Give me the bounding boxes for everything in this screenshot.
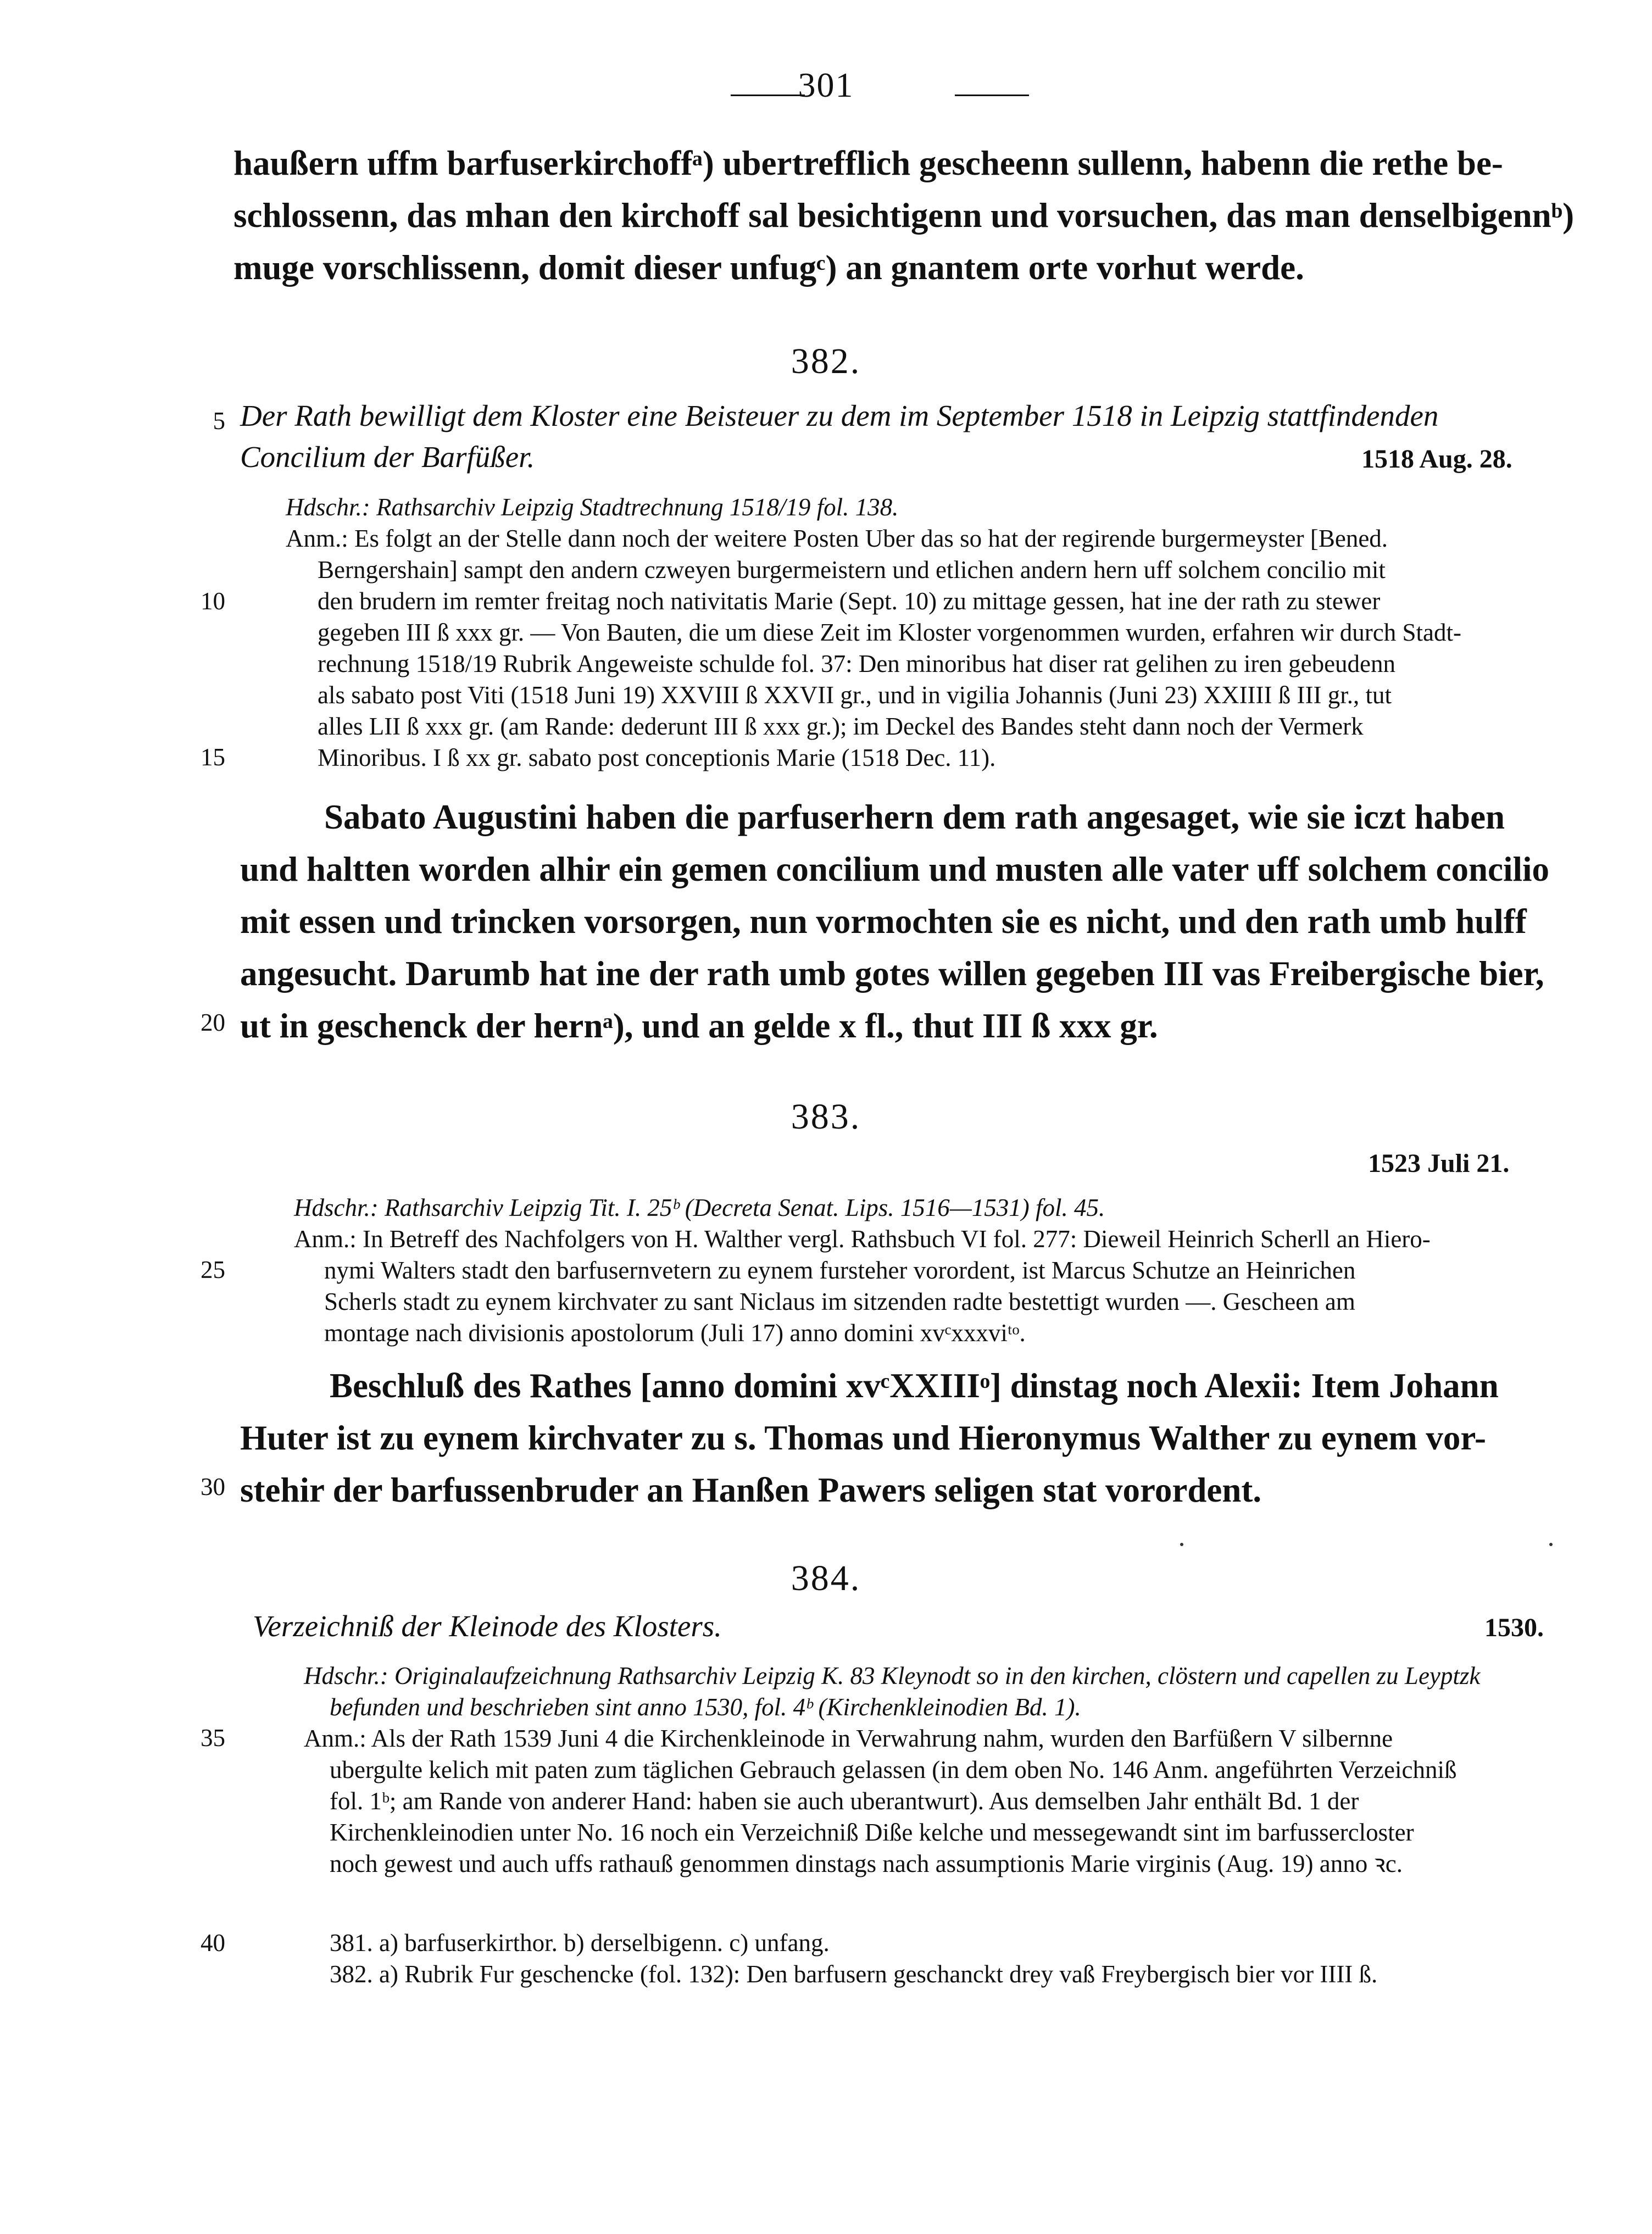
ink-speck (1549, 1543, 1553, 1546)
line-number-10: 10 (201, 587, 225, 615)
footnote-line: 381. a) barfuserkirthor. b) derselbigenn. c) unfang. (330, 1929, 830, 1957)
doc-382-note-line: alles LII ß xxx gr. (am Rande: dederunt III ß xxx gr.); im Deckel des Bandes steht dann noch der Vermerk (318, 713, 1364, 740)
doc-383-note-line: Scherls stadt zu eynem kirchvater zu sant Niclaus im sitzenden radte bestettigt wurden —. Gescheen am (324, 1288, 1355, 1315)
doc-382-note-line: Anm.: Es folgt an der Stelle dann noch der weitere Posten Uber das so hat der regirende burgermeyster [Bened. (286, 525, 1388, 552)
doc-383-number: 383. (791, 1097, 861, 1137)
doc-383-note-line: nymi Walters stadt den barfusernvetern zu eynem fursteher vorordent, ist Marcus Schutze an Heinrichen (324, 1257, 1356, 1284)
line-number-20: 20 (201, 1009, 225, 1036)
doc-382-note-line: den brudern im remter freitag noch nativitatis Marie (Sept. 10) zu mittage gessen, hat ine der rath zu stewer (318, 587, 1381, 615)
doc-383-note-line: montage nach divisionis apostolorum (Juli 17) anno domini xvᶜxxxviᵗᵒ. (324, 1319, 1026, 1347)
doc-383-text-line: Huter ist zu eynem kirchvater zu s. Thomas und Hieronymus Walther zu eynem vor- (240, 1419, 1487, 1457)
line-number-15: 15 (201, 743, 225, 771)
footnote-line: 382. a) Rubrik Fur geschencke (fol. 132): Den barfusern geschanckt drey vaß Freybergisch bier vor IIII ß. (330, 1960, 1378, 1988)
line-number-25: 25 (201, 1256, 225, 1283)
header-rule-right (955, 95, 1029, 96)
doc-383-text-line: Beschluß des Rathes [anno domini xvᶜXXIIIᵒ] dinstag noch Alexii: Item Johann (330, 1366, 1499, 1405)
doc-384-note-line: fol. 1ᵇ; am Rande von anderer Hand: haben sie auch uberantwurt). Aus demselben Jahr enthält Bd. 1 der (330, 1787, 1359, 1815)
doc-384-note-line: Anm.: Als der Rath 1539 Juni 4 die Kirchenkleinode in Verwahrung nahm, wurden den Barfüßern V silbernne (304, 1725, 1393, 1752)
doc-384-note-line: noch gewest und auch uffs rathauß genommen dinstags nach assumptionis Marie virginis (Aug. 19) anno ꝛc. (330, 1850, 1403, 1877)
intro-line: haußern uffm barfuserkirchoffᵃ) ubertrefflich gescheenn sullenn, habenn die rethe be- (233, 144, 1503, 182)
doc-382-text-line: mit essen und trincken vorsorgen, nun vormochten sie es nicht, und den rath umb hulff (240, 902, 1527, 941)
page-number: 301 (798, 65, 854, 104)
intro-line: schlossenn, das mhan den kirchoff sal besichtigenn und vorsuchen, das man denselbigennᵇ) (233, 196, 1575, 235)
doc-382-number: 382. (791, 341, 861, 381)
intro-line: muge vorschlissenn, domit dieser unfugᶜ) an gnantem orte vorhut werde. (233, 248, 1304, 287)
line-number-35: 35 (201, 1724, 225, 1752)
doc-384-summary: Verzeichniß der Kleinode des Klosters. (253, 1609, 722, 1643)
doc-383-note-line: Anm.: In Betreff des Nachfolgers von H. Walther vergl. Rathsbuch VI fol. 277: Dieweil Heinrich Scherll an Hiero- (294, 1225, 1431, 1253)
doc-382-text-line: und haltten worden alhir ein gemen concilium und musten alle vater uff solchem concilio (240, 850, 1549, 888)
doc-383-note-line: Hdschr.: Rathsarchiv Leipzig Tit. I. 25ᵇ (Decreta Senat. Lips. 1516—1531) fol. 45. (294, 1194, 1105, 1221)
doc-382-note-line: Berngershain] sampt den andern czweyen burgermeistern und etlichen andern hern uff solchem concilio mit (318, 556, 1386, 583)
doc-382-text-line: ut in geschenck der hernᵃ), und an gelde x fl., thut III ß xxx gr. (240, 1007, 1158, 1045)
doc-384-note-line: Hdschr.: Originalaufzeichnung Rathsarchiv Leipzig K. 83 Kleynodt so in den kirchen, clöstern und capellen zu Leyptzk (304, 1662, 1481, 1690)
doc-382-text-line: angesucht. Darumb hat ine der rath umb gotes willen gegeben III vas Freibergische bier, (240, 954, 1544, 993)
doc-384-number: 384. (791, 1558, 861, 1598)
doc-382-text-line: Sabato Augustini haben die parfuserhern dem rath angesaget, wie sie iczt haben (324, 798, 1505, 836)
doc-382-summary-line: Concilium der Barfüßer. (240, 440, 535, 474)
doc-382-date: 1518 Aug. 28. (1361, 444, 1512, 474)
doc-383-text-line: stehir der barfussenbruder an Hanßen Pawers seligen stat vorordent. (240, 1471, 1262, 1509)
doc-382-summary-line: Der Rath bewilligt dem Kloster eine Beisteuer zu dem im September 1518 in Leipzig stattfindenden (240, 399, 1439, 432)
doc-382-note-line: gegeben III ß xxx gr. — Von Bauten, die um diese Zeit im Kloster vorgenommen wurden, erfahren wir durch Stadt- (318, 619, 1461, 646)
line-number-40: 40 (201, 1929, 225, 1957)
doc-384-note-line: befunden und beschrieben sint anno 1530, fol. 4ᵇ (Kirchenkleinodien Bd. 1). (330, 1693, 1081, 1721)
doc-382-note-line: Minoribus. I ß xx gr. sabato post conceptionis Marie (1518 Dec. 11). (318, 744, 996, 771)
doc-382-note-line: als sabato post Viti (1518 Juni 19) XXVIII ß XXVII gr., und in vigilia Johannis (Juni 23) XXIIII ß III gr., tut (318, 681, 1392, 709)
line-number-5: 5 (213, 407, 225, 435)
doc-384-note-line: ubergulte kelich mit paten zum täglichen Gebrauch gelassen (in dem oben No. 146 Anm. angeführten Verzeichniß (330, 1756, 1457, 1783)
doc-382-note-line: Hdschr.: Rathsarchiv Leipzig Stadtrechnung 1518/19 fol. 138. (286, 493, 899, 521)
doc-384-date: 1530. (1484, 1613, 1544, 1642)
doc-384-note-line: Kirchenkleinodien unter No. 16 noch ein Verzeichniß Diße kelche und messegewandt sint im barfussercloster (330, 1819, 1414, 1846)
line-number-30: 30 (201, 1473, 225, 1501)
doc-383-date: 1523 Juli 21. (1368, 1149, 1510, 1178)
ink-speck (1180, 1543, 1183, 1546)
doc-382-note-line: rechnung 1518/19 Rubrik Angeweiste schulde fol. 37: Den minoribus hat diser rat gelihen zu iren gebeudenn (318, 650, 1396, 677)
